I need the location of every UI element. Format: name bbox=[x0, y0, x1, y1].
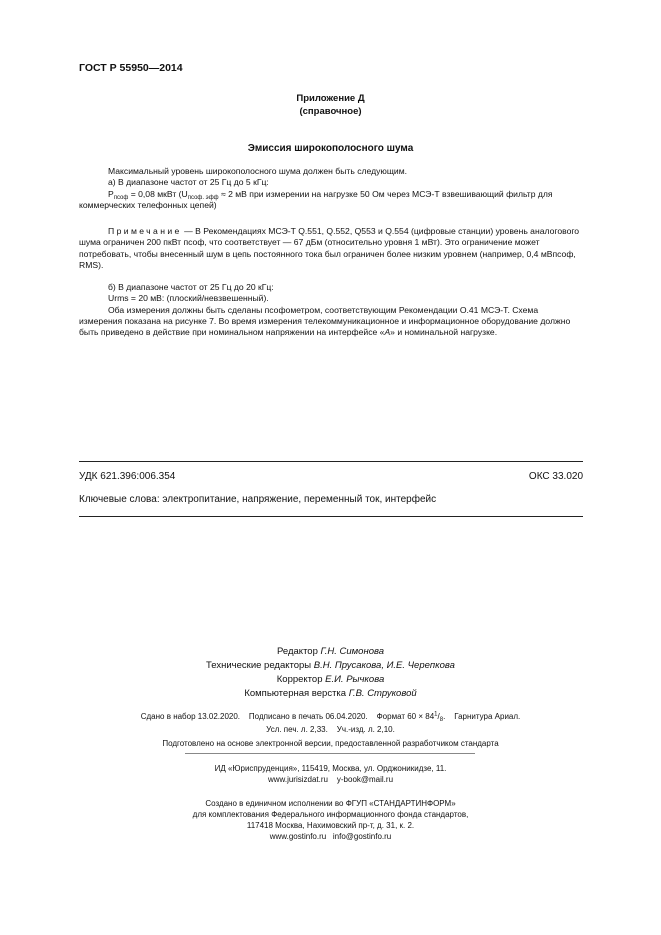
paper-format bbox=[377, 712, 446, 721]
publisher-email: y-book@mail.ru bbox=[336, 775, 394, 784]
item-a-value bbox=[79, 189, 583, 212]
printing-info bbox=[0, 710, 661, 736]
section-title: Эмиссия широкополосного шума bbox=[247, 143, 414, 154]
layout-label: Компьютерная верстка bbox=[244, 688, 349, 699]
editor-name: Г.Н. Симонова bbox=[320, 646, 385, 657]
body-text-bottom bbox=[79, 282, 583, 338]
divider-top bbox=[79, 461, 583, 462]
appendix-title: Приложение Д bbox=[296, 93, 365, 104]
corrector-line bbox=[0, 673, 661, 687]
format-slash: / bbox=[437, 712, 440, 721]
producer-site: www.gostinfo.ru bbox=[269, 832, 327, 841]
appendix-heading bbox=[0, 92, 661, 118]
measure-post: » и номинальной нагрузке. bbox=[390, 327, 498, 338]
corrector-name: Е.И. Рычкова bbox=[325, 674, 385, 685]
measure-interface: A bbox=[384, 327, 391, 338]
producer-line-2: для комплектования Федерального информационного фонда стандартов, bbox=[192, 810, 469, 819]
prepared-note: Подготовлено на основе электронной версии, предоставленной разработчиком стандарта bbox=[162, 739, 499, 748]
measurement-paragraph bbox=[79, 305, 583, 339]
publisher-sheets: Уч.-изд. л. 2,10. bbox=[336, 725, 395, 734]
oks-code: ОКС 33.020 bbox=[528, 471, 583, 482]
typeface: Гарнитура Ариал. bbox=[454, 712, 521, 721]
divider-bottom bbox=[79, 516, 583, 517]
tech-editors-line bbox=[0, 659, 661, 673]
tech-label: Технические редакторы bbox=[206, 660, 314, 671]
item-a-rest: ≈ 2 мВ при измерении на нагрузке 50 Ом через МСЭ-Т взвешивающий фильтр для коммерческих телефонных цепей) bbox=[79, 188, 553, 210]
item-b-value: Urms = 20 мВ: (плоский/невзвешенный). bbox=[108, 293, 269, 304]
measure-pre: Оба измерения должны быть сделаны псофометром, соответствующим Рекомендации О.41 МСЭ-Т. Схема измерения показана на рисунке 7. Во время измерения телекоммуникационное и информационное оборудование должно быть приведено в действие при номинальном напряжении на интерфейсе « bbox=[79, 304, 571, 338]
note-label: Примечание bbox=[108, 226, 182, 236]
standard-header: ГОСТ Р 55950—2014 bbox=[79, 62, 183, 74]
signed-date: Подписано в печать 06.04.2020. bbox=[248, 712, 368, 721]
item-a-p: P bbox=[108, 188, 114, 199]
item-a-u-sub: псоф. эфф bbox=[187, 194, 219, 201]
print-sheets: Усл. печ. л. 2,33. bbox=[266, 725, 328, 734]
udk-code: УДК 621.396:006.354 bbox=[79, 471, 176, 482]
staff-block bbox=[0, 645, 661, 701]
producer-line-1: Создано в единичном исполнении во ФГУП «СТАНДАРТИНФОРМ» bbox=[205, 799, 456, 808]
publisher-site: www.jurisizdat.ru bbox=[267, 775, 328, 784]
item-a-range: а) В диапазоне частот от 25 Гц до 5 кГц: bbox=[108, 177, 269, 188]
submitted-date: Сдано в набор 13.02.2020. bbox=[140, 712, 241, 721]
layout-name: Г.В. Струковой bbox=[348, 688, 417, 699]
publisher-contacts bbox=[0, 774, 661, 785]
keywords: Ключевые слова: электропитание, напряжение, переменный ток, интерфейс bbox=[79, 494, 437, 505]
format-num: 1 bbox=[434, 711, 438, 718]
producer-contacts bbox=[0, 831, 661, 842]
appendix-kind: (справочное) bbox=[299, 106, 362, 117]
editor-line bbox=[0, 645, 661, 659]
note-text: — В Рекомендациях МСЭ-Т Q.551, Q.552, Q553 и Q.554 (цифровые станции) уровень аналогового шума ограничен 200 пкВт псоф, что соответствует — 67 дБм (относительно уровня 1 мВт). Это ограничение может потребовать, чтобы внесенный шум в цепь постоянного тока был ограничен более низким уровнем (например, 0,4 мВпсоф, RMS). bbox=[79, 226, 580, 270]
printing-line-1 bbox=[0, 710, 661, 723]
item-a-mid: = 0,08 мкВт (U bbox=[128, 188, 188, 199]
producer-email: info@gostinfo.ru bbox=[332, 832, 392, 841]
printing-line-2 bbox=[0, 723, 661, 736]
item-b-range: б) В диапазоне частот от 25 Гц до 20 кГц: bbox=[108, 282, 274, 292]
tech-names: В.Н. Прусакова, И.Е. Черепкова bbox=[313, 660, 455, 671]
corrector-label: Корректор bbox=[276, 674, 326, 685]
body-text-note bbox=[79, 226, 583, 271]
editor-label: Редактор bbox=[276, 646, 321, 657]
publisher-separator bbox=[185, 753, 475, 754]
intro-paragraph: Максимальный уровень широкополосного шума должен быть следующим. bbox=[108, 166, 408, 176]
note-paragraph bbox=[79, 226, 583, 271]
format-den: 8 bbox=[439, 717, 444, 723]
format-post: . bbox=[443, 712, 446, 721]
body-text-top bbox=[79, 166, 583, 211]
publisher-address: ИД «Юриспруденция», 115419, Москва, ул. Орджоникидзе, 11. bbox=[214, 764, 447, 773]
producer-block bbox=[0, 798, 661, 842]
layout-line bbox=[0, 687, 661, 701]
producer-line-3: 117418 Москва, Нахимовский пр-т, д. 31, к. 2. bbox=[246, 821, 415, 830]
publisher-block bbox=[0, 763, 661, 785]
format-pre: Формат 60 × 84 bbox=[376, 712, 435, 721]
classification-row bbox=[79, 471, 583, 482]
item-a-p-sub: псоф bbox=[113, 194, 129, 201]
